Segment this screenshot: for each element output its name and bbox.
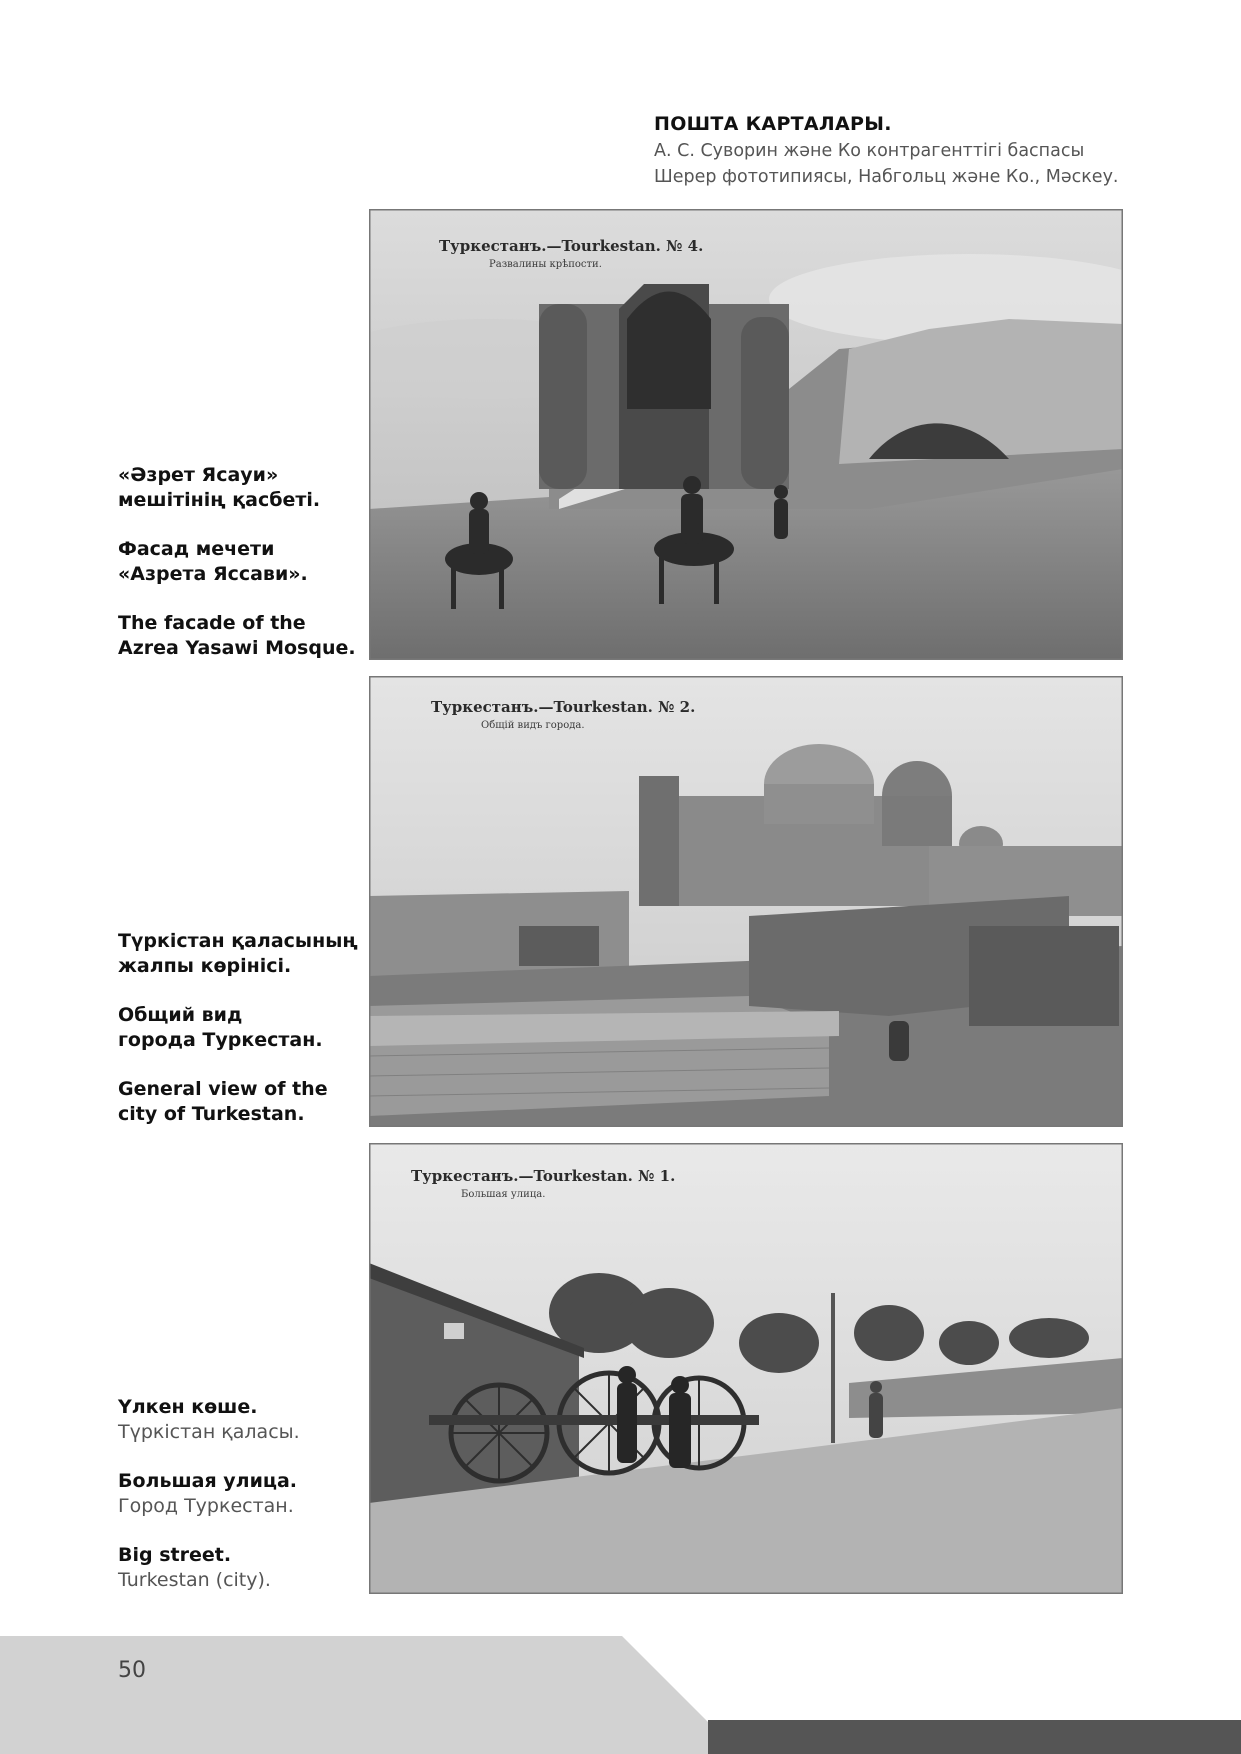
postcard-title-1: Туркестанъ.—Tourkestan. № 4. bbox=[439, 237, 704, 255]
photo-city-drawing bbox=[369, 676, 1123, 1127]
postcard-photo-mosque bbox=[369, 209, 1123, 660]
postcard-title-3: Туркестанъ.—Tourkestan. № 1. bbox=[411, 1167, 676, 1185]
caption-en-line1: The facade of the bbox=[118, 612, 306, 634]
caption-kz-subtitle: Түркістан қаласы. bbox=[118, 1421, 300, 1443]
caption-ru-line1: Фасад мечети bbox=[118, 538, 275, 560]
caption-ru-line2: города Туркестан. bbox=[118, 1029, 323, 1051]
postcard-caption-2 bbox=[431, 698, 695, 731]
caption-en-line2: Azrea Yasawi Mosque. bbox=[118, 637, 356, 659]
caption-en-line2: city of Turkestan. bbox=[118, 1103, 305, 1125]
header-publisher: А. С. Суворин және Ко контрагенттігі баспасы bbox=[654, 141, 1085, 161]
postcard-subtitle-1: Развалины крѣпости. bbox=[489, 259, 602, 270]
caption-block-mosque bbox=[118, 463, 363, 661]
caption-en-title: Big street. bbox=[118, 1544, 232, 1566]
caption-ru-subtitle: Город Туркестан. bbox=[118, 1495, 294, 1517]
caption-kz-line2: жалпы көрінісі. bbox=[118, 955, 292, 977]
caption-ru-line1: Общий вид bbox=[118, 1004, 243, 1026]
page-number: 50 bbox=[118, 1658, 146, 1683]
postcard-subtitle-3: Большая улица. bbox=[461, 1189, 546, 1200]
caption-en-line1: General view of the bbox=[118, 1078, 328, 1100]
caption-block-street bbox=[118, 1395, 363, 1593]
caption-ru-title: Большая улица. bbox=[118, 1470, 298, 1492]
caption-kz-line1: «Әзрет Ясауи» bbox=[118, 464, 279, 486]
header-title: ПОШТА КАРТАЛАРЫ. bbox=[654, 113, 892, 135]
postcard-photo-street bbox=[369, 1143, 1123, 1594]
caption-ru-line2: «Азрета Яссави». bbox=[118, 563, 308, 585]
caption-kz-line2: мешітінің қасбеті. bbox=[118, 489, 321, 511]
caption-kz-line1: Түркістан қаласының bbox=[118, 930, 358, 952]
page-header bbox=[654, 113, 1234, 190]
caption-block-city bbox=[118, 929, 363, 1127]
photo-mosque-drawing bbox=[369, 209, 1123, 660]
caption-en-subtitle: Turkestan (city). bbox=[118, 1569, 271, 1591]
postcard-caption-3 bbox=[411, 1167, 675, 1200]
photo-street-drawing bbox=[369, 1143, 1123, 1594]
postcard-photo-city bbox=[369, 676, 1123, 1127]
postcard-caption-1 bbox=[439, 237, 703, 270]
footer-band-dark bbox=[708, 1720, 1241, 1754]
postcard-title-2: Туркестанъ.—Tourkestan. № 2. bbox=[431, 698, 696, 716]
caption-kz-title: Үлкен көше. bbox=[118, 1396, 258, 1418]
postcard-subtitle-2: Общій видъ города. bbox=[481, 720, 585, 731]
header-printer: Шерер фототипиясы, Набгольц және Ко., Мәскеу. bbox=[654, 167, 1119, 187]
